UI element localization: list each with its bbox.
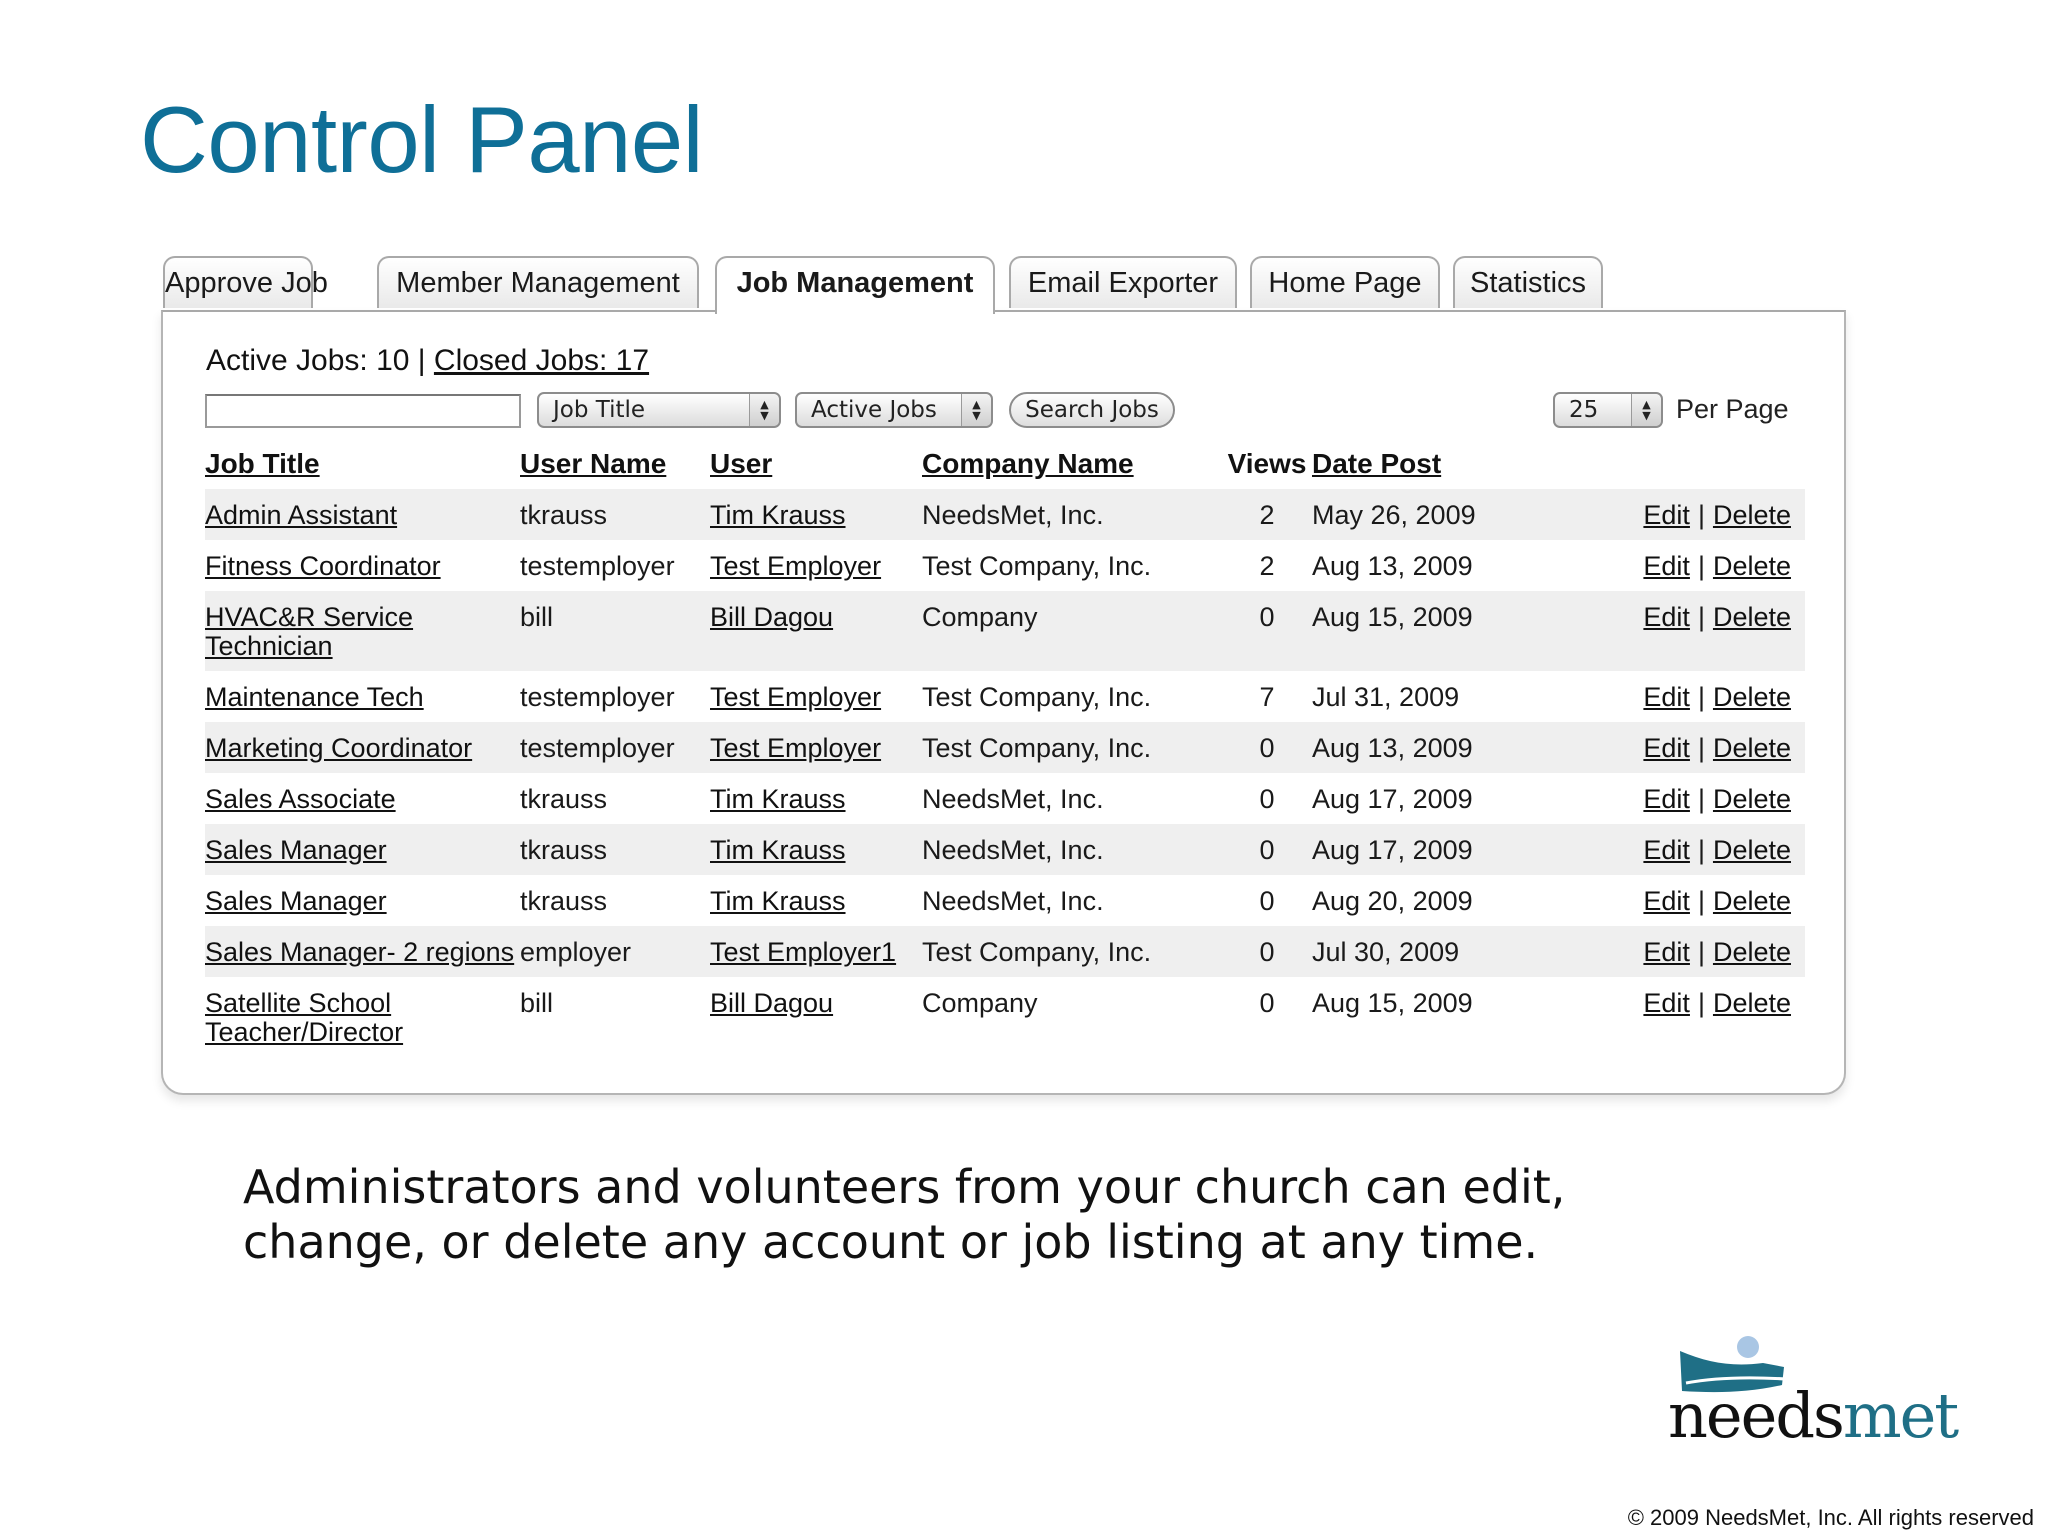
- date-post-cell: Aug 15, 2009: [1312, 591, 1572, 671]
- user-name-cell: bill: [520, 988, 554, 1018]
- tab-home-page[interactable]: Home Page: [1250, 256, 1440, 308]
- edit-link[interactable]: Edit: [1643, 937, 1690, 967]
- user-link[interactable]: Test Employer1: [710, 937, 897, 967]
- sort-user-name[interactable]: User Name: [520, 448, 667, 479]
- job-title-cell: [205, 722, 520, 773]
- tab-approve-job[interactable]: Approve Job: [163, 256, 313, 308]
- sort-date-post[interactable]: Date Post: [1312, 448, 1442, 479]
- job-title-cell: [205, 875, 520, 926]
- user-link[interactable]: Tim Krauss: [710, 784, 846, 814]
- action-separator: |: [1697, 733, 1705, 763]
- action-separator: |: [1697, 784, 1705, 814]
- company-name-cell: NeedsMet, Inc.: [922, 784, 1104, 814]
- table-row: [205, 591, 1805, 671]
- action-separator: |: [1697, 602, 1705, 632]
- table-header-row: [205, 439, 1805, 489]
- date-post-cell: Aug 15, 2009: [1312, 988, 1473, 1018]
- action-separator: |: [1697, 937, 1705, 967]
- sort-user[interactable]: User: [710, 448, 773, 479]
- delete-link[interactable]: Delete: [1712, 500, 1791, 530]
- tab-job-management[interactable]: Job Management: [715, 256, 995, 314]
- user-name-cell: bill: [520, 591, 710, 671]
- user-link[interactable]: Bill Dagou: [710, 988, 834, 1018]
- edit-link[interactable]: Edit: [1643, 784, 1690, 814]
- job-title-cell: [205, 540, 520, 591]
- edit-link[interactable]: Edit: [1643, 835, 1690, 865]
- job-title-link[interactable]: Admin Assistant: [205, 500, 398, 530]
- table-row: [205, 875, 1805, 926]
- user-name-cell: tkrauss: [520, 489, 710, 540]
- user-name-cell: testemployer: [520, 551, 675, 581]
- user-link[interactable]: Test Employer: [710, 682, 882, 712]
- per-page-value: 25: [1569, 397, 1599, 423]
- delete-link[interactable]: Delete: [1712, 733, 1791, 763]
- slide-caption: Administrators and volunteers from your church can edit, change, or delete any account or job listing at any time.: [243, 1160, 1566, 1269]
- table-row: [205, 773, 1805, 824]
- job-title-cell: [205, 773, 520, 824]
- user-cell: [710, 926, 922, 977]
- edit-link[interactable]: Edit: [1643, 500, 1690, 530]
- closed-jobs-link[interactable]: Closed Jobs: 17: [433, 344, 650, 377]
- user-cell: [710, 824, 922, 875]
- search-field-value: Job Title: [553, 397, 646, 423]
- date-post-cell: Aug 20, 2009: [1312, 886, 1473, 916]
- date-post-cell: May 26, 2009: [1312, 489, 1572, 540]
- date-post-cell: Aug 13, 2009: [1312, 722, 1572, 773]
- table-row: [205, 824, 1805, 875]
- row-actions: [1572, 773, 1805, 824]
- job-status-select[interactable]: [795, 392, 993, 428]
- user-link[interactable]: Tim Krauss: [710, 835, 846, 865]
- user-cell: [710, 977, 922, 1057]
- job-title-link[interactable]: Fitness Coordinator: [205, 551, 441, 581]
- edit-link[interactable]: Edit: [1643, 682, 1690, 712]
- table-row: [205, 722, 1805, 773]
- job-title-link[interactable]: Sales Manager: [205, 835, 387, 865]
- views-cell: 0: [1222, 824, 1312, 875]
- job-title-link[interactable]: Marketing Coordinator: [205, 733, 473, 763]
- job-title-cell: [205, 824, 520, 875]
- views-cell: 2: [1222, 489, 1312, 540]
- user-cell: [710, 489, 922, 540]
- views-cell: 0: [1259, 784, 1275, 814]
- delete-link[interactable]: Delete: [1712, 886, 1791, 916]
- user-cell: [710, 540, 922, 591]
- job-management-panel: [161, 310, 1846, 1095]
- date-post-cell: Aug 13, 2009: [1312, 551, 1473, 581]
- per-page-label: Per Page: [1676, 394, 1789, 424]
- per-page-select[interactable]: [1553, 392, 1663, 428]
- table-row: [205, 671, 1805, 722]
- action-separator: |: [1697, 551, 1705, 581]
- job-title-cell: [205, 591, 520, 671]
- action-separator: |: [1697, 835, 1705, 865]
- date-post-cell: Aug 17, 2009: [1312, 784, 1473, 814]
- row-actions: [1572, 489, 1805, 540]
- job-title-link[interactable]: Satellite School Teacher/Director: [205, 988, 404, 1047]
- select-arrows-icon: ▲ ▼: [749, 394, 779, 426]
- row-actions: [1572, 824, 1805, 875]
- select-arrows-icon: ▲ ▼: [1631, 394, 1661, 426]
- user-cell: [710, 671, 922, 722]
- user-cell: [710, 773, 922, 824]
- date-post-cell: Aug 17, 2009: [1312, 824, 1572, 875]
- row-actions: [1572, 540, 1805, 591]
- counts-divider: |: [417, 344, 426, 377]
- delete-link[interactable]: Delete: [1712, 988, 1791, 1018]
- delete-link[interactable]: Delete: [1712, 682, 1791, 712]
- user-link[interactable]: Test Employer: [710, 733, 882, 763]
- job-title-link[interactable]: Sales Manager: [205, 886, 387, 916]
- user-link[interactable]: Bill Dagou: [710, 602, 834, 632]
- company-name-cell: NeedsMet, Inc.: [922, 489, 1222, 540]
- job-title-link[interactable]: Sales Associate: [205, 784, 396, 814]
- logo-wordmark: needsmet: [1668, 1379, 1958, 1452]
- action-separator: |: [1697, 886, 1705, 916]
- delete-link[interactable]: Delete: [1712, 937, 1791, 967]
- search-jobs-button[interactable]: Search Jobs: [1009, 392, 1175, 428]
- user-cell: [710, 875, 922, 926]
- job-title-link[interactable]: Maintenance Tech: [205, 682, 424, 712]
- user-name-cell: testemployer: [520, 682, 675, 712]
- user-name-cell: testemployer: [520, 722, 710, 773]
- sort-job-title[interactable]: Job Title: [205, 448, 320, 479]
- views-cell: 0: [1222, 926, 1312, 977]
- company-name-cell: Test Company, Inc.: [922, 722, 1222, 773]
- date-post-cell: Jul 31, 2009: [1312, 682, 1460, 712]
- job-title-cell: [205, 489, 520, 540]
- user-name-cell: tkrauss: [520, 886, 608, 916]
- delete-link[interactable]: Delete: [1712, 835, 1791, 865]
- search-input[interactable]: [205, 394, 521, 428]
- needsmet-logo: [1668, 1333, 1988, 1453]
- user-name-cell: employer: [520, 926, 710, 977]
- company-name-cell: Test Company, Inc.: [922, 926, 1222, 977]
- company-name-cell: NeedsMet, Inc.: [922, 886, 1104, 916]
- jobs-table: [205, 439, 1805, 1057]
- views-cell: 0: [1222, 591, 1312, 671]
- row-actions: [1572, 722, 1805, 773]
- user-cell: [710, 722, 922, 773]
- action-separator: |: [1697, 500, 1705, 530]
- job-title-link[interactable]: Sales Manager- 2 regions: [205, 937, 515, 967]
- company-name-cell: NeedsMet, Inc.: [922, 824, 1222, 875]
- row-actions: [1572, 977, 1805, 1057]
- row-actions: [1572, 591, 1805, 671]
- delete-link[interactable]: Delete: [1712, 551, 1791, 581]
- slide-title: Control Panel: [140, 87, 704, 192]
- job-title-cell: [205, 671, 520, 722]
- edit-link[interactable]: Edit: [1643, 886, 1690, 916]
- select-arrows-icon: ▲ ▼: [961, 394, 991, 426]
- delete-link[interactable]: Delete: [1712, 784, 1791, 814]
- action-separator: |: [1697, 988, 1705, 1018]
- views-cell: 0: [1259, 988, 1275, 1018]
- views-cell: 0: [1259, 886, 1275, 916]
- table-row: [205, 489, 1805, 540]
- delete-link[interactable]: Delete: [1712, 602, 1791, 632]
- edit-link[interactable]: Edit: [1643, 733, 1690, 763]
- active-jobs-count: Active Jobs: 10: [206, 344, 410, 377]
- user-link[interactable]: Test Employer: [710, 551, 882, 581]
- table-row: [205, 977, 1805, 1057]
- company-name-cell: Test Company, Inc.: [922, 551, 1152, 581]
- edit-link[interactable]: Edit: [1643, 988, 1690, 1018]
- copyright-notice: © 2009 NeedsMet, Inc. All rights reserved: [1627, 1505, 2034, 1530]
- job-status-value: Active Jobs: [811, 397, 937, 423]
- views-header: Views: [1227, 448, 1307, 479]
- row-actions: [1572, 671, 1805, 722]
- tab-statistics[interactable]: Statistics: [1453, 256, 1603, 308]
- tab-email-exporter[interactable]: Email Exporter: [1009, 256, 1237, 308]
- row-actions: [1572, 875, 1805, 926]
- edit-link[interactable]: Edit: [1643, 551, 1690, 581]
- job-title-cell: [205, 926, 520, 977]
- user-cell: [710, 591, 922, 671]
- sort-company-name[interactable]: Company Name: [922, 448, 1134, 479]
- company-name-cell: Test Company, Inc.: [922, 682, 1152, 712]
- row-actions: [1572, 926, 1805, 977]
- action-separator: |: [1697, 682, 1705, 712]
- user-link[interactable]: Tim Krauss: [710, 500, 846, 530]
- job-title-cell: [205, 977, 520, 1057]
- user-name-cell: tkrauss: [520, 824, 710, 875]
- views-cell: 2: [1259, 551, 1275, 581]
- edit-link[interactable]: Edit: [1643, 602, 1690, 632]
- user-name-cell: tkrauss: [520, 784, 608, 814]
- table-row: [205, 926, 1805, 977]
- search-field-select[interactable]: [537, 392, 781, 428]
- job-counts: [206, 344, 649, 378]
- table-row: [205, 540, 1805, 591]
- views-cell: 7: [1259, 682, 1275, 712]
- job-title-link[interactable]: HVAC&R Service Technician: [205, 602, 414, 661]
- tab-member-management[interactable]: Member Management: [377, 256, 699, 308]
- company-name-cell: Company: [922, 591, 1222, 671]
- date-post-cell: Jul 30, 2009: [1312, 926, 1572, 977]
- user-link[interactable]: Tim Krauss: [710, 886, 846, 916]
- company-name-cell: Company: [922, 988, 1038, 1018]
- views-cell: 0: [1222, 722, 1312, 773]
